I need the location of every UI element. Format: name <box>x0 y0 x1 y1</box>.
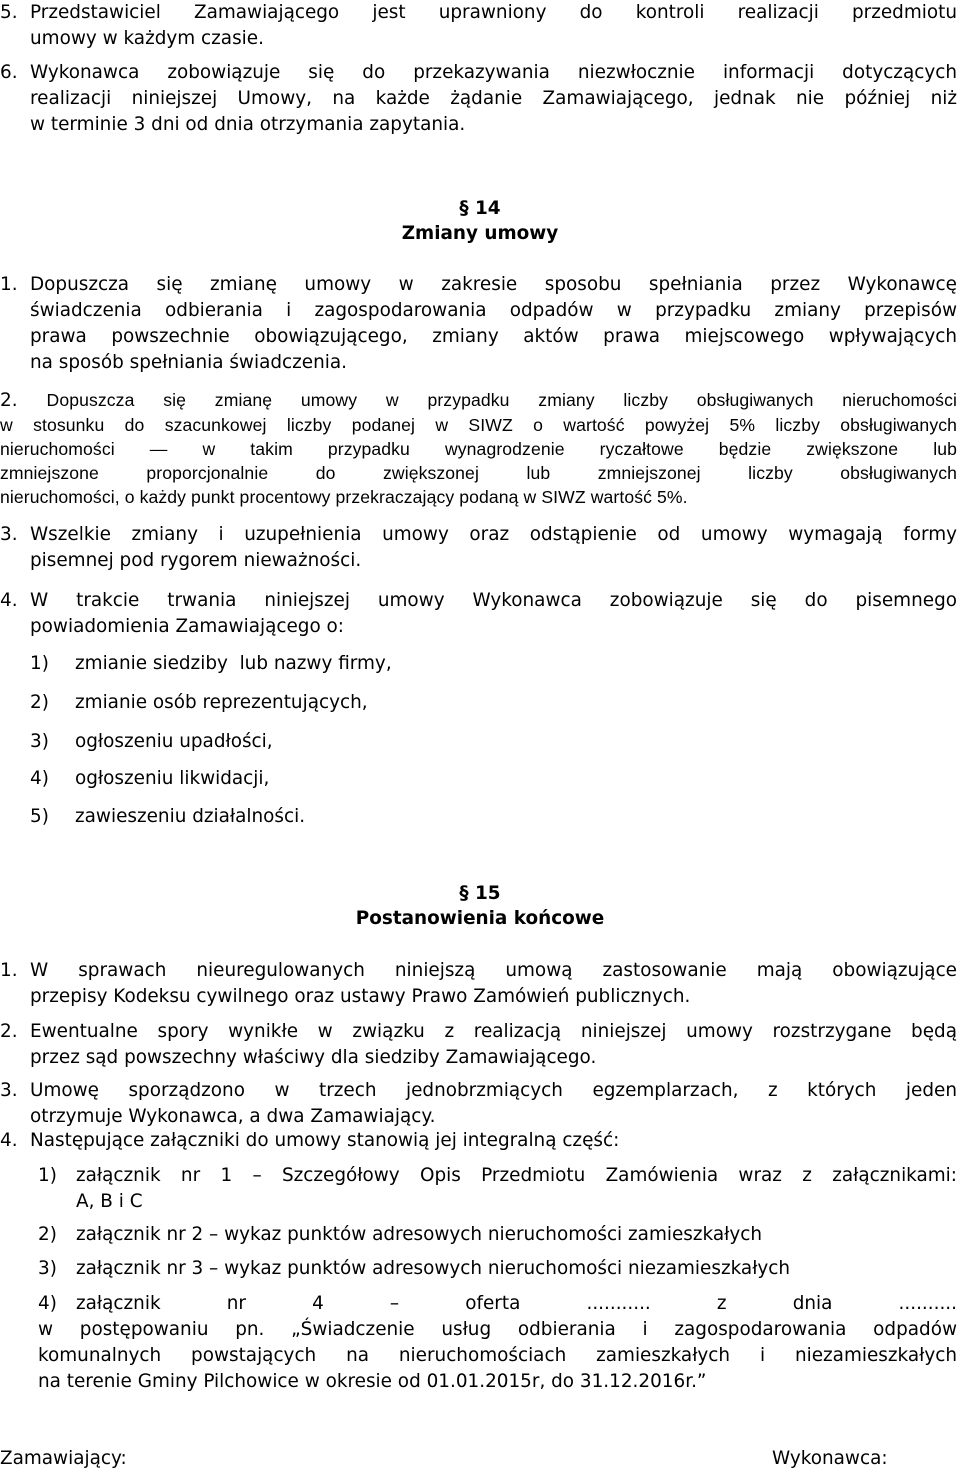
item-line: załącznik nr 2 – wykaz punktów adresowych nieruchomości zamieszkałych <box>76 1224 762 1245</box>
paragraph-5 <box>0 0 957 52</box>
paragraph-line: przepisy Kodeksu cywilnego oraz ustawy Prawo Zamówień publicznych. <box>30 986 691 1007</box>
item-text: zmianie osób reprezentujących, <box>75 692 368 713</box>
paragraph-number: 3. <box>0 1080 18 1101</box>
item-number: 3) <box>30 731 49 752</box>
paragraph-number: 2. <box>0 1021 18 1042</box>
paragraph-number: 4. <box>0 1130 18 1151</box>
paragraph-line: na sposób spełniania świadczenia. <box>30 352 347 373</box>
paragraph-line: zmniejszone proporcjonalnie do zwiększonej lub zmniejszonej liczby obsługiwanych <box>0 463 957 483</box>
paragraph-line: umowy w każdym czasie. <box>30 28 264 49</box>
paragraph-line: Następujące załączniki do umowy stanowią jej integralną część: <box>30 1130 620 1151</box>
paragraph-6 <box>0 60 957 138</box>
paragraph-line: w terminie 3 dni od dnia otrzymania zapytania. <box>30 114 466 135</box>
paragraph-line: Dopuszcza się zmianę umowy w przypadku zmiany liczby obsługiwanych nieruchomości <box>46 390 957 410</box>
item-line: A, B i C <box>76 1191 143 1212</box>
paragraph-number: 1. <box>0 274 18 295</box>
notification-item <box>30 690 957 716</box>
section-title-15: Postanowienia końcowe <box>355 908 605 929</box>
paragraph-line: przez sąd powszechny właściwy dla siedziby Zamawiającego. <box>30 1047 597 1068</box>
item-number: 3) <box>38 1258 57 1279</box>
section14-paragraph-3 <box>0 522 957 574</box>
item-number: 5) <box>30 806 49 827</box>
paragraph-line: nieruchomości — w takim przypadku wynagrodzenie ryczałtowe będzie zwiększone lub <box>0 439 957 459</box>
notification-item <box>30 729 957 755</box>
paragraph-number: 4. <box>0 590 18 611</box>
section-title-14: Zmiany umowy <box>401 223 559 244</box>
paragraph-line: Przedstawiciel Zamawiającego jest uprawniony do kontroli realizacji przedmiotu <box>30 2 957 23</box>
paragraph-line: prawa powszechnie obowiązującego, zmiany aktów prawa miejscowego wpływających <box>30 326 957 347</box>
signature-label-ordering-party: Zamawiający: <box>0 1448 127 1469</box>
attachment-item-4 <box>38 1291 957 1395</box>
paragraph-line: Dopuszcza się zmianę umowy w zakresie sposobu spełniania przez Wykonawcę <box>30 274 957 295</box>
item-number: 1) <box>38 1165 57 1186</box>
section14-paragraph-4 <box>0 588 957 640</box>
item-line: w postępowaniu pn. „Świadczenie usług odbierania i zagospodarowania odpadów <box>38 1319 957 1340</box>
paragraph-line: nieruchomości, o każdy punkt procentowy przekraczający podaną w SIWZ wartość 5%. <box>0 487 688 507</box>
item-text: ogłoszeniu likwidacji, <box>75 768 270 789</box>
section15-paragraph-4 <box>0 1128 957 1154</box>
paragraph-line: w stosunku do szacunkowej liczby podanej w SIWZ o wartość powyżej 5% liczby obsługiwanych <box>0 415 957 435</box>
item-number: 2) <box>38 1224 57 1245</box>
signature-label-contractor: Wykonawca: <box>772 1448 888 1469</box>
item-number: 1) <box>30 653 49 674</box>
paragraph-line: powiadomienia Zamawiającego o: <box>30 616 344 637</box>
section14-paragraph-2 <box>0 388 957 509</box>
section15-paragraph-3 <box>0 1078 957 1130</box>
item-line: załącznik nr 1 – Szczegółowy Opis Przedmiotu Zamówienia wraz z załącznikami: <box>76 1165 957 1186</box>
paragraph-number: 1. <box>0 960 18 981</box>
item-line: załącznik nr 4 – oferta ........... z dnia .......... <box>76 1293 957 1314</box>
paragraph-line: pisemnej pod rygorem nieważności. <box>30 550 362 571</box>
paragraph-line: Ewentualne spory wynikłe w związku z realizacją niniejszej umowy rozstrzygane będą <box>30 1021 957 1042</box>
section15-paragraph-1 <box>0 958 957 1010</box>
paragraph-number: 3. <box>0 524 18 545</box>
section15-paragraph-2 <box>0 1019 957 1071</box>
item-line: komunalnych powstających na nieruchomościach zamieszkałych i niezamieszkałych <box>38 1345 957 1366</box>
section-number-14: § 14 <box>459 198 501 219</box>
notification-item <box>30 766 957 792</box>
paragraph-line: otrzymuje Wykonawca, a dwa Zamawiający. <box>30 1106 436 1127</box>
paragraph-number: 6. <box>0 62 18 83</box>
attachment-item-3 <box>38 1256 957 1282</box>
item-text: zawieszeniu działalności. <box>75 806 306 827</box>
paragraph-number: 5. <box>0 2 18 23</box>
paragraph-line: Wszelkie zmiany i uzupełnienia umowy oraz odstąpienie od umowy wymagają formy <box>30 524 957 545</box>
notification-item <box>30 651 957 677</box>
item-text: ogłoszeniu upadłości, <box>75 731 273 752</box>
section-number-15: § 15 <box>459 883 501 904</box>
paragraph-line: W sprawach nieuregulowanych niniejszą umową zastosowanie mają obowiązujące <box>30 960 957 981</box>
paragraph-line: realizacji niniejszej Umowy, na każde żądanie Zamawiającego, jednak nie później niż <box>30 88 957 109</box>
item-line: załącznik nr 3 – wykaz punktów adresowych nieruchomości niezamieszkałych <box>76 1258 791 1279</box>
section14-paragraph-1 <box>0 272 957 376</box>
item-number: 2) <box>30 692 49 713</box>
attachment-item-2 <box>38 1222 957 1248</box>
paragraph-line: Wykonawca zobowiązuje się do przekazywania niezwłocznie informacji dotyczących <box>30 62 957 83</box>
paragraph-line: W trakcie trwania niniejszej umowy Wykonawca zobowiązuje się do pisemnego <box>30 590 957 611</box>
attachment-item-1 <box>38 1163 957 1215</box>
notification-item <box>30 804 957 830</box>
item-number: 4) <box>30 768 49 789</box>
paragraph-number: 2. <box>0 390 18 411</box>
paragraph-line: Umowę sporządzono w trzech jednobrzmiących egzemplarzach, z których jeden <box>30 1080 957 1101</box>
item-number: 4) <box>38 1293 57 1314</box>
item-text: zmianie siedziby lub nazwy firmy, <box>75 653 392 674</box>
item-line: na terenie Gminy Pilchowice w okresie od 01.01.2015r, do 31.12.2016r.” <box>38 1371 707 1392</box>
paragraph-line: świadczenia odbierania i zagospodarowania odpadów w przypadku zmiany przepisów <box>30 300 957 321</box>
